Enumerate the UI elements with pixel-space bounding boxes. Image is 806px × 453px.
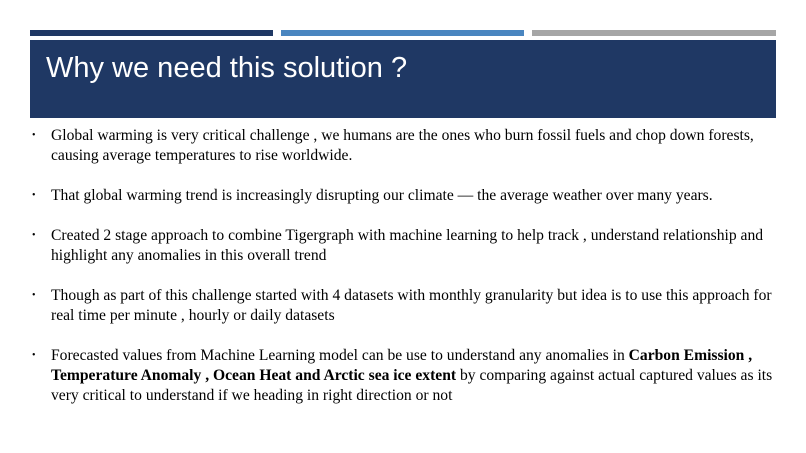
title-band — [30, 40, 776, 118]
bullet-marker: • — [32, 230, 36, 241]
bullet-list — [30, 126, 782, 426]
bullet-marker: • — [32, 190, 36, 201]
bullet-text — [51, 347, 772, 404]
bullet-text: That global warming trend is increasingly disrupting our climate — the average weather over many years. — [51, 187, 713, 204]
accent-bar-blue — [281, 30, 524, 36]
bullet-item — [30, 346, 782, 406]
accent-bar-gray — [532, 30, 776, 36]
bullet-item — [30, 226, 782, 266]
bullet-text-bold: Carbon Emission , Temperature Anomaly , Ocean Heat and Arctic sea ice extent — [51, 347, 753, 384]
bullet-text: Global warming is very critical challenge , we humans are the ones who burn fossil fuels and chop down forests, causing average temperatures to rise worldwide. — [51, 127, 754, 164]
bullet-text: Created 2 stage approach to combine Tigergraph with machine learning to help track , understand relationship and highlight any anomalies in this overall trend — [51, 227, 764, 264]
bullet-text-before: Forecasted values from Machine Learning model can be use to understand any anomalies in — [51, 347, 629, 364]
bullet-text-after: by comparing against actual captured values as its very critical to understand if we heading in right direction or not — [51, 367, 773, 404]
bullet-item — [30, 286, 782, 326]
bullet-item — [30, 126, 782, 166]
bullet-marker: • — [32, 350, 36, 361]
bullet-marker: • — [32, 290, 36, 301]
bullet-marker: • — [32, 130, 36, 141]
bullet-text: Though as part of this challenge started with 4 datasets with monthly granularity but idea is to use this approach for real time per minute , hourly or daily datasets — [51, 287, 772, 324]
accent-bar-dark — [30, 30, 273, 36]
slide-title: Why we need this solution ? — [46, 52, 408, 84]
bullet-item — [30, 186, 782, 206]
